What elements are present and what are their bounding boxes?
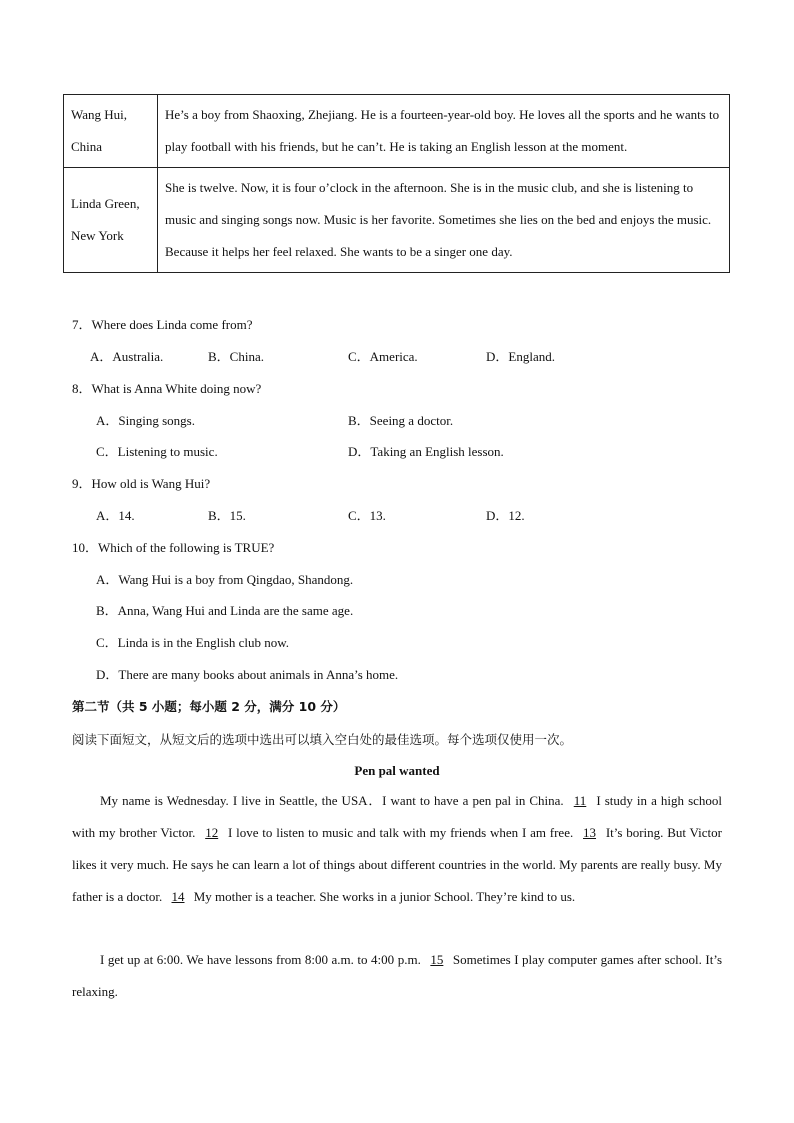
name-line: Wang Hui, bbox=[71, 107, 127, 122]
table-cell-description: She is twelve. Now, it is four o’clock in the afternoon. She is in the music club, and she is listening to music and singing songs now. Music is her favorite. Sometimes she lies on the bed and enjoys the music. Because it helps her feel relaxed. She wants to be a singer one day. bbox=[158, 168, 730, 273]
passage-paragraph-2 bbox=[72, 944, 722, 1008]
option-8b[interactable]: B．Seeing a doctor. bbox=[348, 413, 454, 428]
blank-15[interactable]: 15 bbox=[430, 952, 444, 967]
table-row bbox=[64, 168, 730, 273]
table-row bbox=[64, 95, 730, 168]
table-cell-name bbox=[64, 168, 158, 273]
option-10b[interactable]: B．Anna, Wang Hui and Linda are the same age. bbox=[96, 603, 354, 618]
option-7d[interactable]: D．England. bbox=[486, 349, 555, 364]
passage-text: I study in a high school with my brother Victor. bbox=[72, 793, 723, 840]
table-cell-description: He’s a boy from Shaoxing, Zhejiang. He is a fourteen-year-old boy. He loves all the sports and he wants to play football with his friends, but he can’t. He is taking an English lesson at the moment. bbox=[158, 95, 730, 168]
option-7c[interactable]: C．America. bbox=[348, 349, 418, 364]
name-line: China bbox=[71, 139, 103, 154]
blank-14[interactable]: 14 bbox=[171, 889, 185, 904]
blank-12[interactable]: 12 bbox=[205, 825, 219, 840]
question-9: 9．How old is Wang Hui? bbox=[72, 476, 211, 491]
passage-text: Sometimes I play computer games after school. It’s relaxing. bbox=[72, 952, 723, 999]
passage-text: I love to listen to music and talk with my friends when I am free. bbox=[224, 825, 578, 840]
passage-text: My name is Wednesday. I live in Seattle, the USA．I want to have a pen pal in China. bbox=[100, 793, 568, 808]
option-8c[interactable]: C．Listening to music. bbox=[96, 444, 218, 459]
option-7a[interactable]: A．Australia. bbox=[90, 349, 164, 364]
passage-text: It’s boring. But Victor likes it very much. He says he can learn a lot of things about different countries in the world. My parents are really busy. My father is a doctor. bbox=[72, 825, 722, 904]
option-10a[interactable]: A．Wang Hui is a boy from Qingdao, Shandong. bbox=[96, 572, 354, 587]
option-8d[interactable]: D．Taking an English lesson. bbox=[348, 444, 504, 459]
blank-13[interactable]: 13 bbox=[583, 825, 597, 840]
option-9a[interactable]: A．14. bbox=[96, 508, 135, 523]
question-8: 8．What is Anna White doing now? bbox=[72, 381, 262, 396]
option-8a[interactable]: A．Singing songs. bbox=[96, 413, 195, 428]
option-7b[interactable]: B．China. bbox=[208, 349, 264, 364]
option-9b[interactable]: B．15. bbox=[208, 508, 246, 523]
passage-paragraph-1 bbox=[72, 785, 722, 913]
option-10d[interactable]: D．There are many books about animals in Anna’s home. bbox=[96, 667, 399, 682]
blank-11[interactable]: 11 bbox=[573, 793, 587, 808]
table-cell-name bbox=[64, 95, 158, 168]
passage-text: My mother is a teacher. She works in a junior School. They’re kind to us. bbox=[190, 889, 576, 904]
option-9c[interactable]: C．13. bbox=[348, 508, 386, 523]
pen-pal-info-table bbox=[63, 94, 730, 273]
question-7: 7．Where does Linda come from? bbox=[72, 317, 253, 332]
passage-text: I get up at 6:00. We have lessons from 8:00 a.m. to 4:00 p.m. bbox=[100, 952, 425, 967]
section-instruction: 阅读下面短文，从短文后的选项中选出可以填入空白处的最佳选项。每个选项仅使用一次。 bbox=[72, 732, 573, 747]
option-9d[interactable]: D．12. bbox=[486, 508, 525, 523]
section-heading: 第二节（共 5 小题；每小题 2 分，满分 10 分） bbox=[72, 699, 346, 714]
passage-title: Pen pal wanted bbox=[354, 763, 440, 778]
question-10: 10．Which of the following is TRUE? bbox=[72, 540, 275, 555]
option-10c[interactable]: C．Linda is in the English club now. bbox=[96, 635, 290, 650]
name-line: Linda Green, bbox=[71, 196, 140, 211]
name-line: New York bbox=[71, 228, 124, 243]
